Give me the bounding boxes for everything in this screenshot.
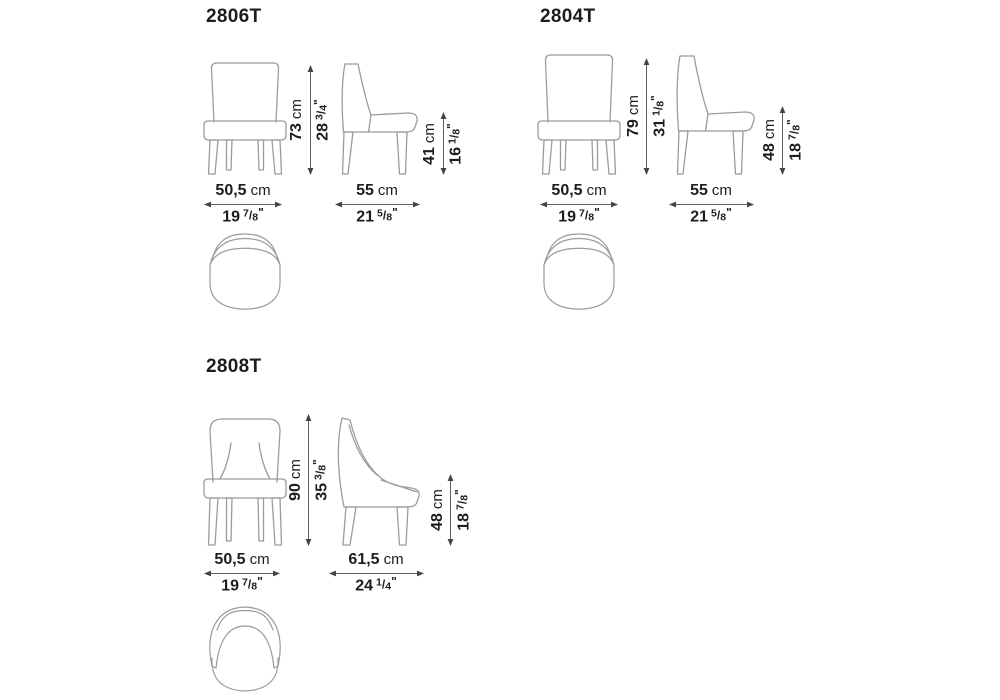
depth-inch-label: 21 5/8"	[356, 205, 398, 226]
depth-cm-label: 55 cm	[356, 182, 398, 199]
inch-mark: "	[310, 459, 325, 465]
inch-mark: "	[392, 205, 398, 220]
width-inch-label: 19 7/8"	[222, 205, 264, 226]
seat-outline	[212, 658, 278, 691]
height-inch-label: 353/8"	[310, 459, 331, 501]
height-cm-label: 79cm	[625, 95, 642, 137]
inch-mark: "	[311, 99, 326, 105]
seat-height-cm-label: 48cm	[761, 119, 778, 161]
inch-mark: "	[391, 574, 397, 589]
front-right-leg	[272, 498, 282, 545]
seat-seam	[381, 480, 417, 492]
rear-right-leg	[258, 498, 264, 541]
inch-mark: "	[257, 574, 263, 589]
backrest-outer-edge	[210, 607, 280, 666]
seat	[204, 479, 286, 498]
height-inch-label: 311/8"	[648, 95, 669, 137]
side-view-drawing	[329, 414, 425, 546]
width-cm-label: 50,5 cm	[215, 182, 271, 199]
inch-mark: "	[784, 119, 799, 125]
backrest-left-seam	[220, 443, 231, 479]
top-view-drawing	[203, 600, 287, 696]
depth-cm-label: 55 cm	[690, 182, 732, 199]
model-title: 2806T	[206, 6, 262, 27]
front-left-leg	[209, 498, 219, 545]
inch-mark: "	[452, 489, 467, 495]
rear-left-leg	[227, 498, 233, 541]
height-cm-label: 90cm	[287, 459, 304, 501]
depth-inch-label: 24 1/4"	[355, 574, 397, 595]
seat-height-cm-label: 41cm	[421, 123, 438, 165]
model-title: 2804T	[540, 6, 596, 27]
inch-mark: "	[444, 123, 459, 129]
seat-height-inch-label: 161/8"	[444, 123, 465, 165]
inch-mark: "	[258, 205, 264, 220]
width-inch-label: 19 7/8"	[558, 205, 600, 226]
rear-leg	[343, 507, 356, 545]
seat-height-inch-label: 187/8"	[784, 119, 805, 161]
width-cm-label: 50,5 cm	[551, 182, 607, 199]
seat-height-cm-label: 48cm	[429, 489, 446, 531]
backrest-inner-edge	[216, 626, 274, 668]
backrest-right-seam	[259, 443, 270, 479]
width-cm-label: 50,5 cm	[214, 551, 270, 568]
front-view-drawing	[203, 413, 287, 546]
width-inch-label: 19 7/8"	[221, 574, 263, 595]
inch-mark: "	[594, 205, 600, 220]
inch-mark: "	[726, 205, 732, 220]
depth-inch-label: 21 5/8"	[690, 205, 732, 226]
height-inch-label: 283/4"	[311, 99, 332, 141]
seat-height-inch-label: 187/8"	[452, 489, 473, 531]
backrest	[210, 419, 280, 482]
front-leg	[397, 507, 408, 545]
height-cm-label: 73cm	[288, 99, 305, 141]
model-title: 2808T	[206, 356, 262, 377]
backrest-top-edge	[217, 611, 273, 631]
inch-mark: "	[648, 95, 663, 101]
depth-cm-label: 61,5 cm	[348, 551, 404, 568]
